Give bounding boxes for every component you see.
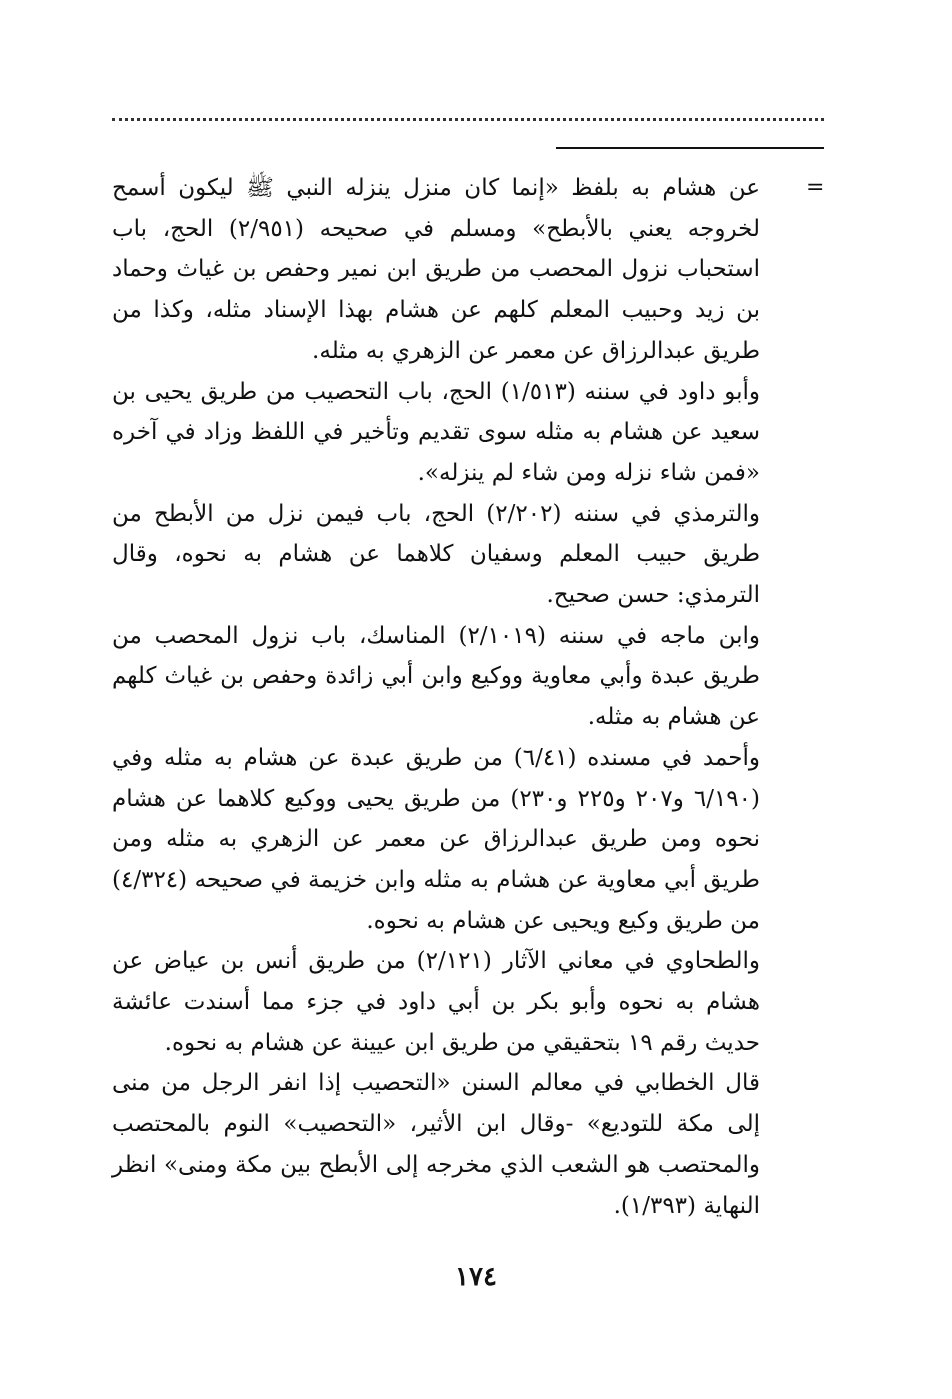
footnotes [112,168,760,1226]
footnote-paragraph: وأحمد في مسنده (٦/٤١) من طريق عبدة عن هشام به مثله وفي (٦/١٩٠ و٢٠٧ و٢٢٥ و٢٣٠) من طريق يحيى ووكيع كلاهما عن هشام نحوه ومن طريق عبدالرزاق عن معمر عن الزهري به مثله ومن طريق أبي معاوية عن هشام به مثله وابن خزيمة في صحيحه (٤/٣٢٤) من طريق وكيع ويحيى عن هشام به نحوه. [112,744,761,934]
continuation-mark: = [806,175,825,200]
footnote-paragraph: عن هشام به بلفظ «إنما كان منزل ينزله النبي ﷺ ليكون أسمح لخروجه يعني بالأبطح» ومسلم في صحيحه (٢/٩٥١) الحج، باب استحباب نزول المحصب من طريق ابن نمير وحفص بن غياث وحماد بن زيد وحبيب المعلم كلهم عن هشام بهذا الإسناد مثله، وكذا من طريق عبدالرزاق عن معمر عن الزهري به مثله. [112,175,761,364]
header-dotted-line [112,118,824,121]
footnote-paragraph: والترمذي في سننه (٢/٢٠٢) الحج، باب فيمن نزل من الأبطح من طريق حبيب المعلم وسفيان كلاهما عن هشام به نحوه، وقال الترمذي: حسن صحيح. [112,500,760,609]
footnote-separator-rule [556,147,824,149]
footnote-paragraph: والطحاوي في معاني الآثار (٢/١٢١) من طريق أنس بن عياض عن هشام به نحوه وأبو بكر بن أبي داود في جزء مما أسندت عائشة حديث رقم ١٩ بتحقيقي من طريق ابن عيينة عن هشام به نحوه. [112,948,760,1056]
footnote-paragraph: وابن ماجه في سننه (٢/١٠١٩) المناسك، باب نزول المحصب من طريق عبدة وأبي معاوية ووكيع وابن أبي زائدة وحفص بن غياث كلهم عن هشام به مثله. [112,622,760,731]
footnote-paragraph: وأبو داود في سننه (١/٥١٣) الحج، باب التحصيب من طريق يحيى بن سعيد عن هشام به مثله سوى تقديم وتأخير في اللفظ وزاد في آخره «فمن شاء نزله ومن شاء لم ينزله». [112,378,760,486]
page-number: ١٧٤ [455,1262,497,1292]
footnote-paragraph: قال الخطابي في معالم السنن «التحصيب إذا انفر الرجل من منى إلى مكة للتوديع» -وقال ابن الأثير، «التحصيب» النوم بالمحتصب والمحتصب هو الشعب الذي مخرجه إلى الأبطح بين مكة ومنى» انظر النهاية (١/٣٩٣). [112,1070,760,1219]
